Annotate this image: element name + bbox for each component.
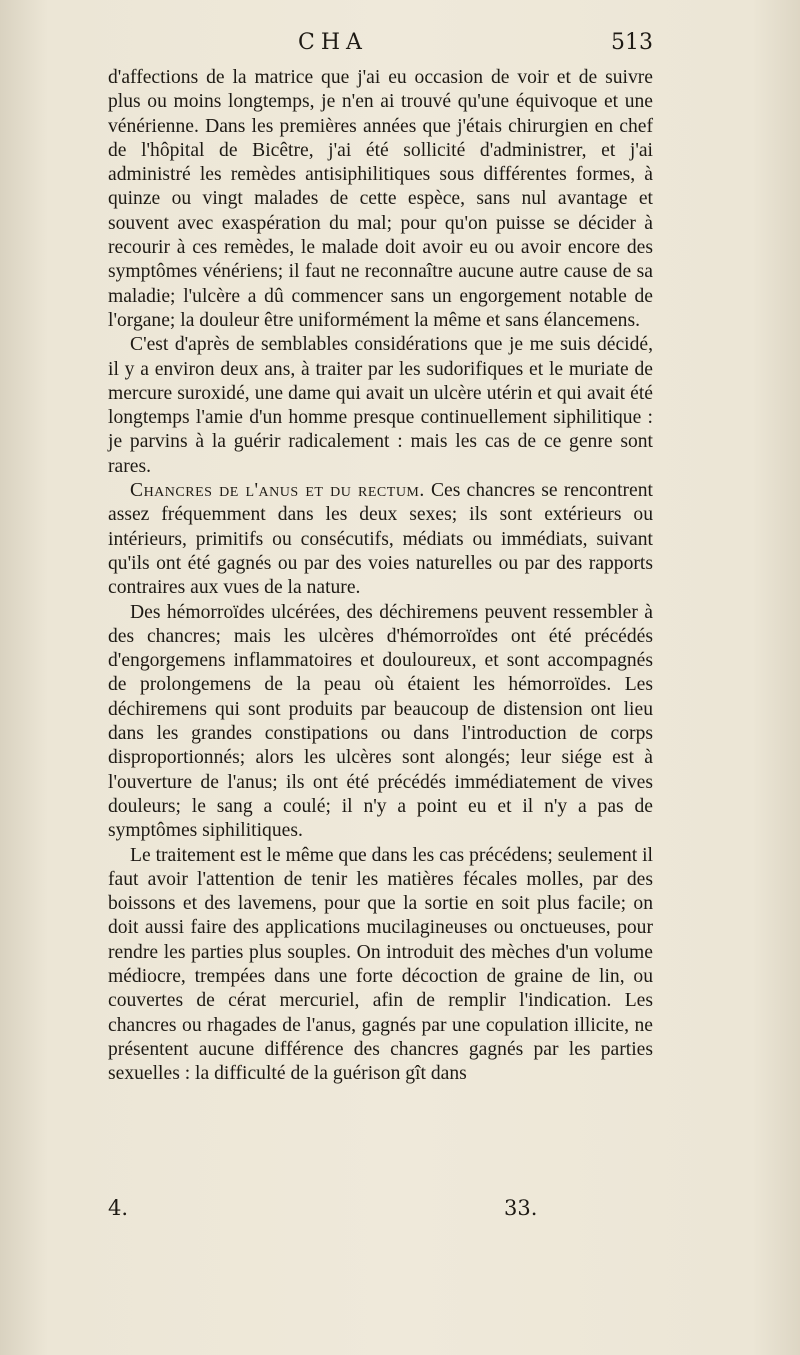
paragraph: Le traitement est le même que dans les cas précédens; seulement il faut avoir l'attention de tenir les matières fécales molles, par des boissons et des lavemens, pour que la sortie en soit plus facile; on doit aussi faire des applications mucilagineuses ou onctueuses, pour rendre les parties plus souples. On introduit des mèches d'un volume médiocre, trempées dans une forte décoction de graine de lin, ou couvertes de cérat mercuriel, afin de remplir l'indication. Les chancres ou rhagades de l'anus, gagnés par une copulation illicite, ne présentent aucune différence des chancres gagnés par les parties sexuelles : la difficulté de la guérison gît dans bbox=[108, 844, 653, 1085]
page-footer bbox=[108, 1196, 653, 1226]
running-title: CHA bbox=[298, 30, 368, 55]
paragraph: C'est d'après de semblables considérations que je me suis décidé, il y a environ deux ans, à traiter par les sudorifiques et le muriate de mercure suroxidé, une dame qui avait un ulcère utérin et qui avait été longtemps l'amie d'un homme presque continuellement siphilitique : je parvins à la guérir radicalement : mais les cas de ce genre sont rares. bbox=[108, 334, 653, 477]
page-number: 513 bbox=[611, 30, 653, 55]
paragraph: Des hémorroïdes ulcérées, des déchiremens peuvent ressembler à des chancres; mais les ulcères d'hémorroïdes ont été précédés d'engorgemens inflammatoires et douloureux, et sont accompagnés de prolongemens de la peau où étaient les hémorroïdes. Les déchiremens qui sont produits par beaucoup de distension ont lieu dans les grandes constipations ou dans l'introduction de corps disproportionnés; alors les ulcères sont alongés; leur siége est à l'ouverture de l'anus; ils ont été précédés immédiatement de vives douleurs; le sang a coulé; il n'y a point eu et il n'y a pas de symptômes siphilitiques. bbox=[108, 601, 653, 842]
paragraph-text: Ces chancres se rencontrent assez fréquemment dans les deux sexes; ils sont extérieurs ou intérieurs, primitifs ou consécutifs, médiats ou immédiats, suivant qu'ils ont été gagnés ou par des voies naturelles ou par des rapports contraires aux vues de la nature. bbox=[108, 480, 653, 599]
paragraph-with-heading bbox=[108, 479, 653, 600]
section-heading: Chancres de l'anus et du rectum. bbox=[130, 480, 425, 502]
page-header bbox=[108, 30, 653, 62]
signature-mark: 33. bbox=[504, 1196, 538, 1220]
body-text bbox=[108, 66, 653, 1086]
paragraph: d'affections de la matrice que j'ai eu occasion de voir et de suivre plus ou moins longtemps, je n'en ai trouvé qu'une équivoque et une vénérienne. Dans les premières années que j'étais chirurgien en chef de l'hôpital de Bicêtre, j'ai été sollicité d'administrer, et j'ai administré les remèdes antisiphilitiques sous différentes formes, à quinze ou vingt malades de cette espèce, sans nul avantage et souvent avec exaspération du mal; pour qu'on puisse se décider à recourir à ces remèdes, le malade doit avoir eu ou avoir encore des symptômes vénériens; il faut ne reconnaître aucune autre cause de sa maladie; l'ulcère a dû commencer sans un engorgement notable de l'organe; la douleur être uniformément la même et sans élancemens. bbox=[108, 67, 653, 331]
volume-number: 4. bbox=[108, 1196, 129, 1220]
